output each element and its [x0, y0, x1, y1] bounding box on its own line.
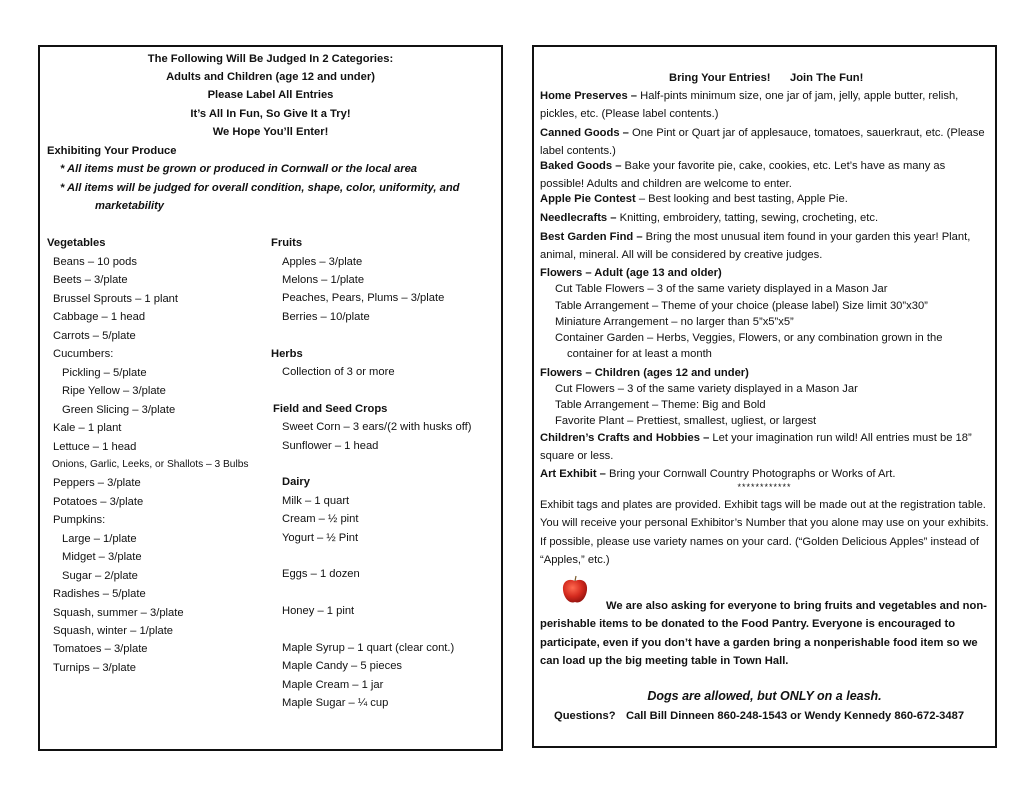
list-item: Sunflower – 1 head	[282, 440, 379, 452]
category-head: Best Garden Find –	[540, 231, 643, 243]
list-item: Pumpkins:	[53, 514, 106, 527]
category-text: – Best looking and best tasting, Apple Pie.	[635, 193, 848, 205]
list-item: Container Garden – Herbs, Veggies, Flowers, or any combination grown in the	[555, 332, 943, 344]
list-item: Tomatoes – 3/plate	[53, 643, 148, 656]
list-item: Midget – 3/plate	[62, 551, 142, 564]
list-item: Maple Candy – 5 pieces	[282, 660, 403, 672]
category-text: Let your imagination run wild! All entries must be 18” square or less.	[540, 432, 972, 463]
list-item: Cut Flowers – 3 of the same variety displayed in a Mason Jar	[555, 383, 858, 395]
list-item: Cream – ½ pint	[282, 513, 359, 525]
rule-line: * All items must be grown or produced in Cornwall or the local area	[60, 163, 418, 175]
dogs-note: Dogs are allowed, but ONLY on a leash.	[647, 689, 882, 703]
header-line: We Hope You’ll Enter!	[212, 126, 329, 138]
category-apple-pie	[540, 190, 990, 208]
category-childrens-crafts	[540, 429, 990, 466]
list-item: Beans – 10 pods	[53, 256, 137, 268]
list-item: Table Arrangement – Theme: Big and Bold	[555, 399, 766, 411]
list-item: Cabbage – 1 head	[53, 311, 146, 324]
rule-line: marketability	[95, 200, 165, 212]
food-pantry-note: We are also asking for everyone to bring fruits and vegetables and non-perishable items to be donated to the Food Pantry. Everyone is encouraged to participate, even if you don’t have a garden bring a nonperishable food item so we can load up the big meeting table in Town Hall.	[540, 600, 987, 668]
vegetables-title: Vegetables	[47, 237, 106, 249]
dairy-title: Dairy	[282, 476, 310, 488]
list-item: Ripe Yellow – 3/plate	[62, 385, 166, 398]
list-item: Honey – 1 pint	[282, 605, 355, 617]
category-head: Baked Goods –	[540, 160, 622, 172]
right-panel	[532, 45, 997, 748]
questions-label: Questions?	[554, 710, 616, 722]
list-item: Peppers – 3/plate	[53, 477, 141, 490]
list-item: Yogurt – ½ Pint	[282, 532, 359, 544]
list-item: Berries – 10/plate	[282, 311, 370, 323]
list-item: Onions, Garlic, Leeks, or Shallots – 3 Bulbs	[52, 458, 249, 470]
list-item: Table Arrangement – Theme of your choice (please label) Size limit 30”x30”	[555, 300, 928, 312]
flowers-adult-title: Flowers – Adult (age 13 and older)	[540, 267, 722, 279]
list-item: Miniature Arrangement – no larger than 5”x5”x5”	[555, 316, 794, 328]
category-home-preserves	[540, 87, 990, 124]
list-item: Green Slicing – 3/plate	[62, 403, 176, 416]
list-item: Melons – 1/plate	[282, 274, 365, 286]
header-line: Adults and Children (age 12 and under)	[166, 71, 375, 83]
list-item: Cucumbers:	[53, 348, 114, 361]
category-best-garden-find	[540, 228, 990, 265]
rule-line: * All items will be judged for overall condition, shape, color, uniformity, and	[60, 182, 460, 194]
list-item: Sugar – 2/plate	[62, 569, 138, 582]
category-head: Children’s Crafts and Hobbies –	[540, 432, 710, 444]
list-item: Radishes – 5/plate	[53, 588, 146, 601]
field-crops-title: Field and Seed Crops	[273, 403, 388, 415]
list-item: Eggs – 1 dozen	[282, 568, 360, 580]
category-head: Home Preserves –	[540, 90, 638, 102]
category-head: Art Exhibit –	[540, 468, 606, 480]
list-item: Collection of 3 or more	[282, 366, 395, 378]
list-item: Apples – 3/plate	[282, 256, 363, 268]
header-line: The Following Will Be Judged In 2 Categories:	[147, 53, 394, 65]
exhibit-info: Exhibit tags and plates are provided. Exhibit tags will be made out at the registration table. You will receive your personal Exhibitor’s Number that you alone may use on your exhibits. If possible, please use variety names on your card. (“Golden Delicious Apples” instead of “Apples,” etc.)	[540, 499, 989, 567]
list-item: Kale – 1 plant	[53, 422, 122, 435]
list-item: Squash, winter – 1/plate	[53, 625, 174, 637]
list-item: Milk – 1 quart	[282, 495, 350, 507]
left-panel	[38, 45, 503, 751]
list-item: Squash, summer – 3/plate	[53, 606, 184, 619]
list-item: Cut Table Flowers – 3 of the same variety displayed in a Mason Jar	[555, 283, 888, 295]
header-line: Please Label All Entries	[207, 89, 334, 101]
category-text: Half-pints minimum size, one jar of jam, jelly, apple butter, relish, pickles, etc. (Please label contents.)	[540, 90, 959, 121]
category-baked-goods	[540, 157, 990, 194]
list-item: Maple Cream – 1 jar	[282, 679, 384, 691]
herbs-title: Herbs	[271, 348, 303, 360]
list-item: Lettuce – 1 head	[53, 440, 137, 453]
category-text: Knitting, embroidery, tatting, sewing, crocheting, etc.	[616, 212, 879, 224]
list-item: Large – 1/plate	[62, 532, 137, 545]
category-text: Bake your favorite pie, cake, cookies, etc. Let’s have as many as possible! Adults and children are welcome to enter.	[540, 160, 946, 191]
title-bring-entries: Bring Your Entries!	[669, 72, 771, 84]
list-item: container for at least a month	[567, 348, 712, 360]
list-item: Maple Syrup – 1 quart (clear cont.)	[282, 642, 455, 654]
category-canned-goods	[540, 124, 990, 161]
list-item: Favorite Plant – Prettiest, smallest, ugliest, or largest	[555, 415, 817, 427]
list-item: Carrots – 5/plate	[53, 329, 136, 342]
header-line: It’s All In Fun, So Give It a Try!	[190, 108, 351, 120]
list-item: Pickling – 5/plate	[62, 366, 147, 379]
title-join-fun: Join The Fun!	[790, 72, 864, 84]
category-text: One Pint or Quart jar of applesauce, tomatoes, sauerkraut, etc. (Please label contents.)	[540, 127, 985, 158]
contact-info: Call Bill Dinneen 860-248-1543 or Wendy Kennedy 860-672-3487	[626, 710, 965, 722]
fruits-title: Fruits	[271, 237, 303, 249]
list-item: Maple Sugar – ¼ cup	[282, 697, 389, 709]
list-item: Sweet Corn – 3 ears/(2 with husks off)	[282, 421, 472, 433]
list-item: Peaches, Pears, Plums – 3/plate	[282, 292, 445, 304]
list-item: Turnips – 3/plate	[53, 661, 136, 674]
list-item: Beets – 3/plate	[53, 274, 128, 287]
list-item: Potatoes – 3/plate	[53, 495, 144, 508]
category-text: Bring your Cornwall Country Photographs or Works of Art.	[605, 468, 896, 480]
category-needlecrafts	[540, 209, 990, 227]
exhibiting-title: Exhibiting Your Produce	[47, 145, 177, 157]
category-text: Bring the most unusual item found in your garden this year! Plant, animal, mineral. All will be considered by creative judges.	[540, 231, 971, 262]
category-head: Apple Pie Contest	[540, 193, 636, 205]
list-item: Brussel Sprouts – 1 plant	[53, 292, 178, 305]
separator: ************	[737, 482, 792, 492]
category-head: Canned Goods –	[540, 127, 629, 139]
category-head: Needlecrafts –	[540, 212, 617, 224]
flowers-children-title: Flowers – Children (ages 12 and under)	[540, 367, 749, 379]
